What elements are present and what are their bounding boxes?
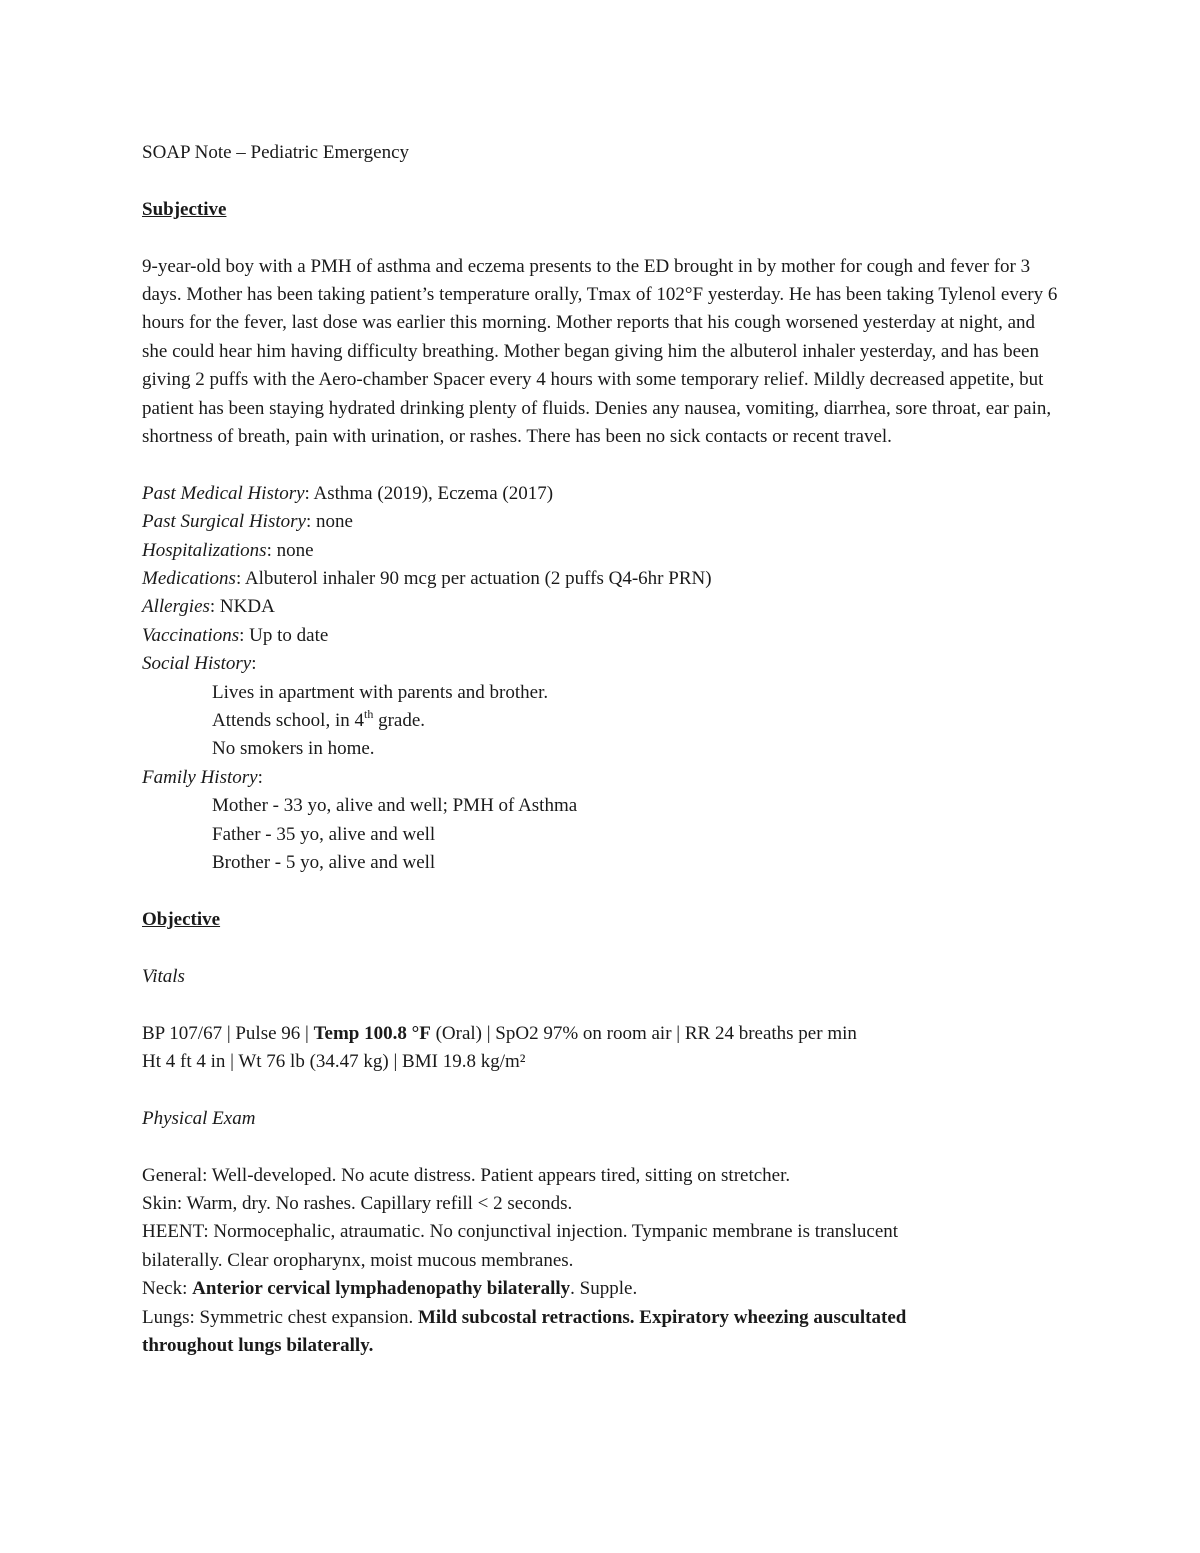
temp-value: Temp 100.8 °F xyxy=(313,1022,431,1044)
document-page xyxy=(142,139,1072,1360)
objective-heading: Objective xyxy=(142,908,221,930)
document-title: SOAP Note – Pediatric Emergency xyxy=(142,142,410,163)
exam-general: General: Well-developed. No acute distress. Patient appears tired, sitting on stretcher. xyxy=(142,1164,791,1186)
history-hospitalizations xyxy=(142,537,1072,565)
social-history-item: Attends school, in 4th grade. xyxy=(212,706,426,732)
social-history-item: No smokers in home. xyxy=(212,738,375,760)
history-value: : NKDA xyxy=(209,596,275,618)
history-value: : Up to date xyxy=(239,624,329,646)
subjective-heading: Subjective xyxy=(142,198,227,220)
physical-exam-heading: Physical Exam xyxy=(142,1107,256,1129)
history-value: : none xyxy=(305,511,353,533)
social-history-item: Lives in apartment with parents and brother. xyxy=(212,681,549,703)
exam-lungs-cont: throughout lungs bilaterally. xyxy=(142,1334,374,1356)
family-history-item: Brother - 5 yo, alive and well xyxy=(212,852,436,874)
family-history-label: Family History: xyxy=(142,766,263,788)
exam-heent: HEENT: Normocephalic, atraumatic. No conjunctival injection. Tympanic membrane is translucent xyxy=(142,1221,899,1243)
family-history-item: Mother - 33 yo, alive and well; PMH of Asthma xyxy=(212,795,578,817)
social-history-label: Social History: xyxy=(142,653,257,675)
exam-neck: Neck: Anterior cervical lymphadenopathy bilaterally. Supple. xyxy=(142,1278,638,1300)
exam-lungs: Lungs: Symmetric chest expansion. Mild subcostal retractions. Expiratory wheezing auscultated xyxy=(142,1306,907,1328)
history-allergies xyxy=(142,593,1072,621)
exam-skin: Skin: Warm, dry. No rashes. Capillary refill < 2 seconds. xyxy=(142,1192,573,1214)
exam-heent-cont: bilaterally. Clear oropharynx, moist mucous membranes. xyxy=(142,1249,574,1271)
history-label: Vaccinations xyxy=(142,624,240,646)
history-label: Past Surgical History xyxy=(142,511,306,533)
vitals-line-1: BP 107/67 | Pulse 96 | Temp 100.8 °F (Oral) | SpO2 97% on room air | RR 24 breaths per min xyxy=(142,1022,857,1044)
history-value: : Asthma (2019), Eczema (2017) xyxy=(304,482,554,504)
vitals-heading: Vitals xyxy=(142,965,185,987)
history-label: Hospitalizations xyxy=(142,539,267,561)
family-history-item: Father - 35 yo, alive and well xyxy=(212,823,436,845)
history-past-surgical xyxy=(142,508,1072,536)
subjective-narrative: 9-year-old boy with a PMH of asthma and eczema presents to the ED brought in by mother for cough and fever for 3 days. Mother has been taking patient’s temperature orally, Tmax of 102°F yesterday. He has been taking Tylenol every 6 hours for the fever, last dose was earlier this morning. Mother reports that his cough worsened yesterday at night, and she could hear him having difficulty breathing. Mother began giving him the albuterol inhaler yesterday, and has been giving 2 puffs with the Aero-chamber Spacer every 4 hours with some temporary relief. Mildly decreased appetite, but patient has been staying hydrated drinking plenty of fluids. Denies any nausea, vomiting, diarrhea, sore throat, ear pain, shortness of breath, pain with urination, or rashes. There has been no sick contacts or recent travel. xyxy=(142,255,1058,448)
history-label: Medications xyxy=(142,568,236,590)
vitals-line-2: Ht 4 ft 4 in | Wt 76 lb (34.47 kg) | BMI 19.8 kg/m² xyxy=(142,1050,526,1072)
history-label: Allergies xyxy=(142,596,210,618)
history-label: Past Medical History xyxy=(142,482,305,504)
history-value: : none xyxy=(266,539,314,561)
history-value: : Albuterol inhaler 90 mcg per actuation (2 puffs Q4-6hr PRN) xyxy=(235,568,712,590)
history-medications xyxy=(142,565,1072,593)
history-past-medical xyxy=(142,480,1072,508)
history-vaccinations xyxy=(142,622,1072,650)
